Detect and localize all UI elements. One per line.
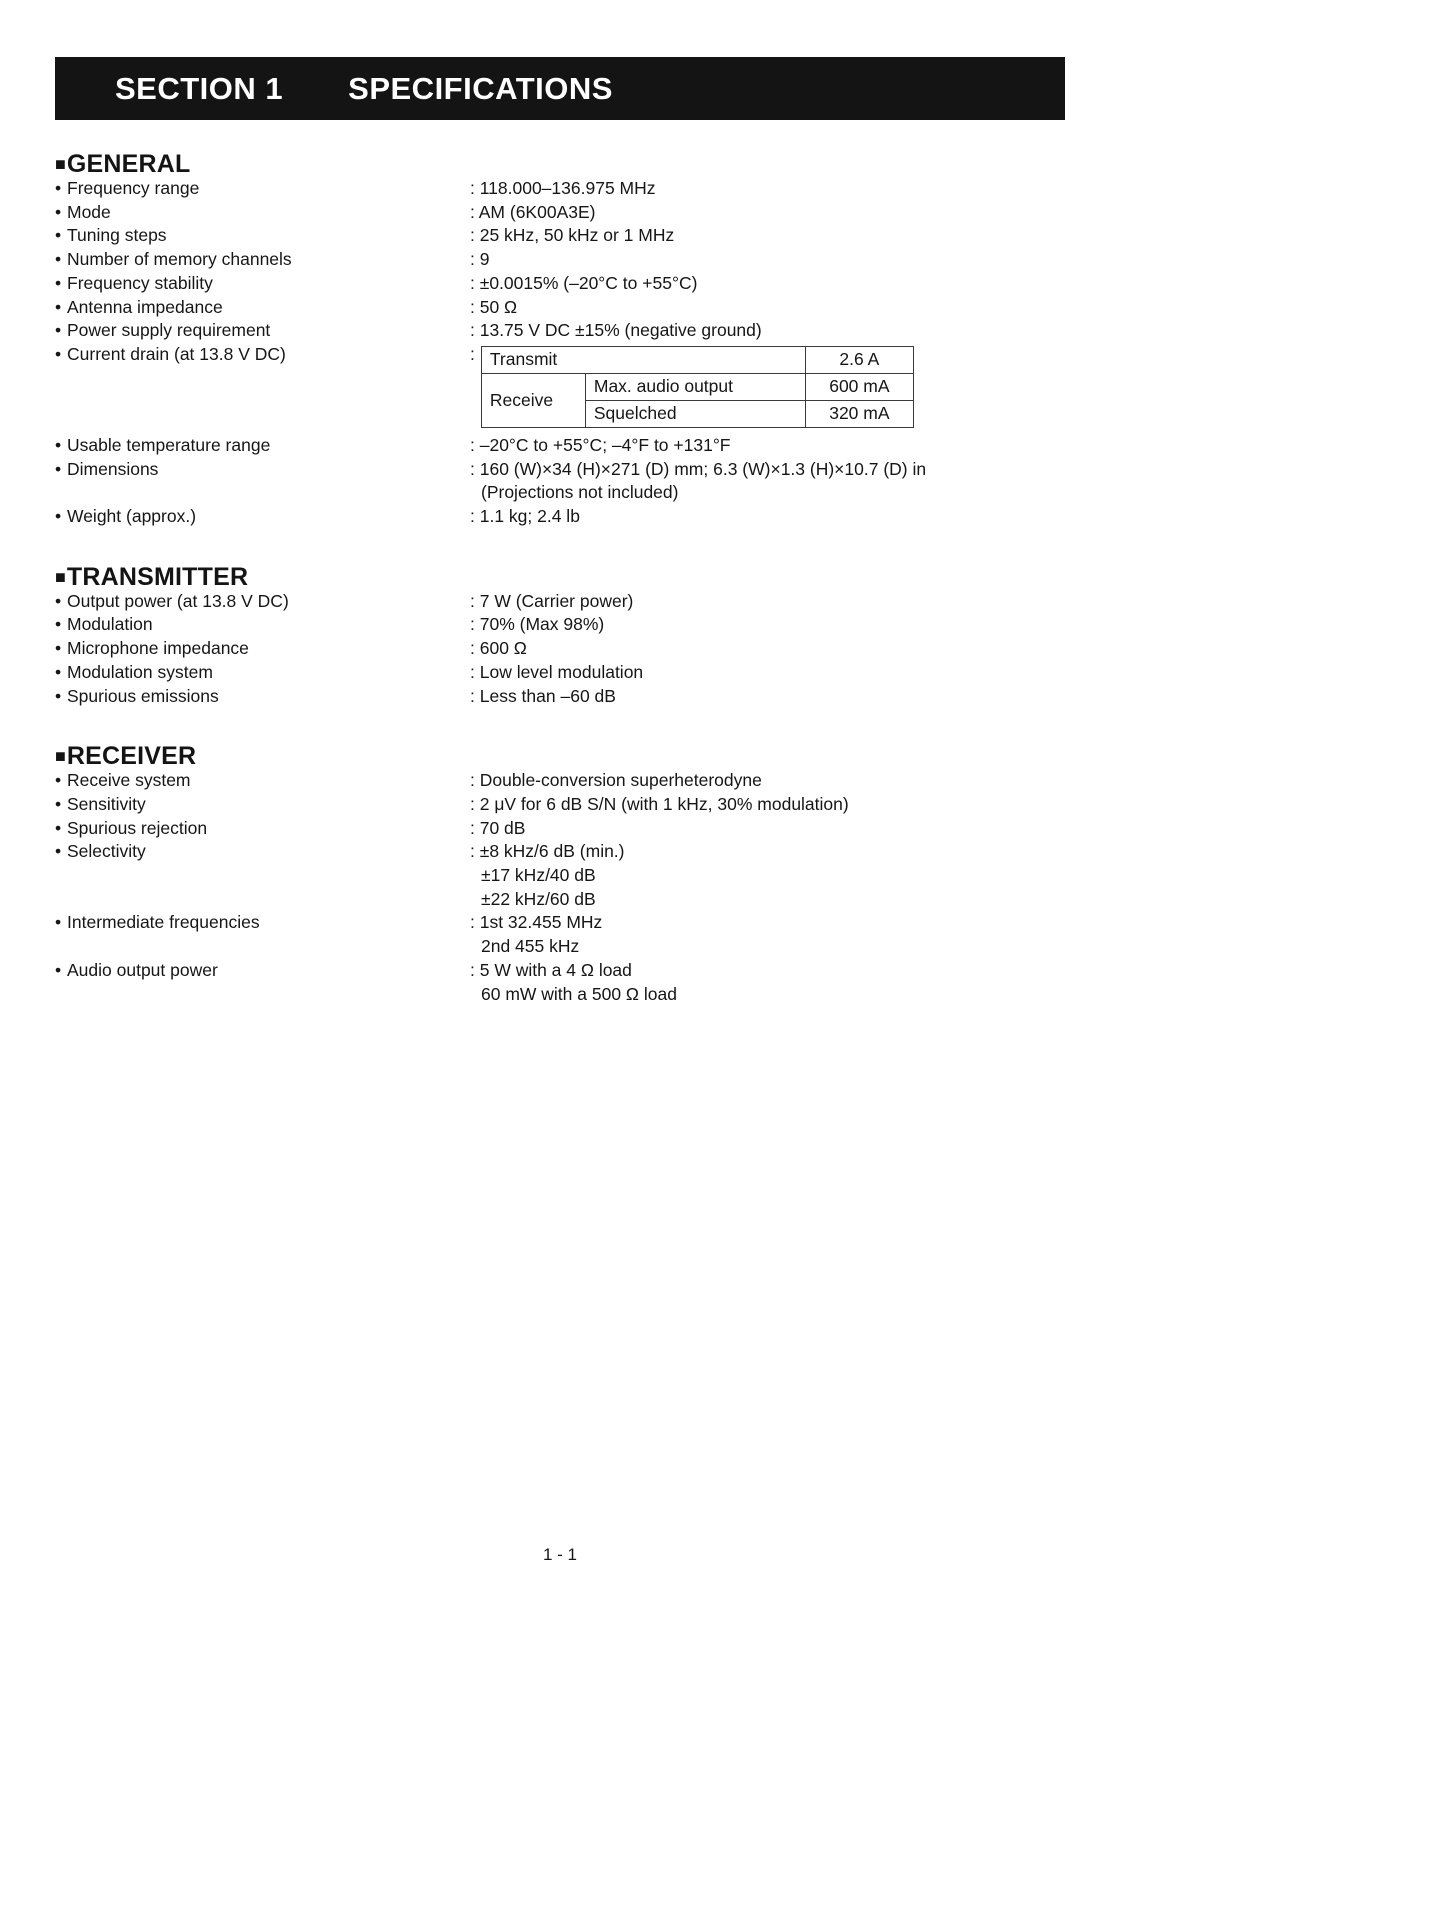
bullet-icon: • [55,793,62,814]
bullet-icon: • [55,249,62,270]
spec-value-line: : 1.1 kg; 2.4 lb [470,506,580,527]
spec-value [470,201,1065,225]
spec-value-line: : 25 kHz, 50 kHz or 1 MHz [470,225,675,246]
spec-value-line: (Projections not included) [481,482,679,503]
spec-value [470,296,1065,320]
spec-value-line: : 2 μV for 6 dB S/N (with 1 kHz, 30% modulation) [470,793,849,814]
bullet-icon: • [55,178,62,198]
spec-value-line: : 160 (W)×34 (H)×271 (D) mm; 6.3 (W)×1.3 (H)×10.7 (D) in [470,458,927,479]
square-bullet-icon: ■ [55,566,66,587]
spec-label [55,224,470,248]
spec-row [55,272,1065,296]
spec-label [55,272,470,296]
bullet-icon: • [55,817,62,838]
spec-label [55,959,470,983]
spec-label [55,590,470,614]
spec-row [55,296,1065,320]
spec-label [55,661,470,685]
spec-row [55,959,1065,1006]
bullet-icon: • [55,959,62,980]
spec-label-text: Intermediate frequencies [67,912,260,933]
spec-label-text: Microphone impedance [67,638,249,659]
spec-row [55,248,1065,272]
spec-label-text: Usable temperature range [67,434,271,455]
spec-label-text: Current drain (at 13.8 V DC) [67,343,286,364]
spec-section [55,564,1065,709]
spec-row [55,685,1065,709]
spec-value-line: : 13.75 V DC ±15% (negative ground) [470,320,762,341]
spec-value [470,177,1065,201]
spec-value-line: 60 mW with a 500 Ω load [481,983,677,1004]
spec-row [55,817,1065,841]
spec-value [470,911,1065,958]
spec-label-text: Power supply requirement [67,320,271,341]
section-header-bar [55,57,1065,120]
spec-value-line: : 118.000–136.975 MHz [470,178,656,198]
max-audio-output-cell: Max. audio output [585,373,805,400]
bullet-icon: • [55,912,62,933]
spec-label [55,637,470,661]
section-heading-text: TRANSMITTER [66,562,249,591]
spec-label-text: Frequency stability [67,272,213,293]
transmit-value-cell: 2.6 A [805,346,913,373]
spec-value [470,458,1065,505]
section-heading [55,151,1065,177]
spec-value [470,505,1065,529]
spec-label-text: Sensitivity [67,793,146,814]
bullet-icon: • [55,661,62,682]
spec-sections [55,151,1065,1006]
spec-value-line: : 70% (Max 98%) [470,614,605,635]
spec-label-text: Output power (at 13.8 V DC) [67,590,289,611]
spec-label [55,201,470,225]
spec-value [470,613,1065,637]
receive-label-cell: Receive [481,373,585,427]
spec-row [55,590,1065,614]
spec-value-line: : AM (6K00A3E) [470,201,596,222]
spec-label [55,177,470,201]
spec-row [55,458,1065,505]
spec-row [55,343,1065,434]
transmit-label-cell: Transmit [481,346,805,373]
section-heading-text: GENERAL [66,150,191,178]
spec-label [55,817,470,841]
bullet-icon: • [55,434,62,455]
spec-label-text: Weight (approx.) [67,506,197,527]
spec-row [55,769,1065,793]
bullet-icon: • [55,770,62,791]
square-bullet-icon: ■ [55,154,66,174]
spec-label [55,505,470,529]
page-title: SPECIFICATIONS [348,70,613,106]
spec-value-line: 2nd 455 kHz [481,936,580,957]
spec-row [55,661,1065,685]
spec-label-text: Receive system [67,770,191,791]
spec-value [470,319,1065,343]
spec-label [55,319,470,343]
bullet-icon: • [55,685,62,706]
spec-label [55,248,470,272]
spec-label-text: Mode [67,201,111,222]
spec-value-line: ±22 kHz/60 dB [481,888,596,909]
bullet-icon: • [55,590,62,611]
spec-value-line: : 50 Ω [470,296,518,317]
spec-row [55,613,1065,637]
spec-value-line: : 7 W (Carrier power) [470,590,634,611]
spec-row [55,793,1065,817]
spec-value [470,793,1065,817]
spec-label [55,840,470,864]
spec-value [470,769,1065,793]
table-row [481,373,913,400]
squelched-cell: Squelched [585,400,805,427]
spec-label-text: Selectivity [67,841,146,862]
spec-value [470,661,1065,685]
spec-label [55,911,470,935]
spec-value [470,272,1065,296]
spec-value-line: : Less than –60 dB [470,685,616,706]
spec-value [470,685,1065,709]
spec-row [55,637,1065,661]
spec-value-line: : –20°C to +55°C; –4°F to +131°F [470,434,731,455]
spec-label [55,685,470,709]
spec-label [55,458,470,482]
spec-value-line: : Low level modulation [470,661,644,682]
spec-label [55,343,470,367]
spec-value [470,817,1065,841]
spec-label-text: Dimensions [67,458,159,479]
spec-label [55,613,470,637]
spec-label-text: Modulation system [67,661,213,682]
spec-value-line: : 5 W with a 4 Ω load [470,959,632,980]
bullet-icon: • [55,272,62,293]
spec-value-line: : ±0.0015% (–20°C to +55°C) [470,272,698,293]
spec-value [470,343,1065,434]
bullet-icon: • [55,841,62,862]
spec-row [55,224,1065,248]
table-row [481,346,913,373]
spec-row [55,201,1065,225]
spec-label [55,434,470,458]
spec-value-line: ±17 kHz/40 dB [481,865,596,886]
spec-label [55,296,470,320]
spec-label-text: Spurious emissions [67,685,219,706]
spec-section [55,151,1065,529]
spec-row [55,840,1065,911]
spec-value [470,248,1065,272]
spec-value [470,840,1065,911]
bullet-icon: • [55,225,62,246]
square-bullet-icon: ■ [55,746,66,767]
spec-row [55,177,1065,201]
section-number: SECTION 1 [115,70,284,106]
bullet-icon: • [55,343,62,364]
bullet-icon: • [55,201,62,222]
spec-section [55,743,1065,1006]
spec-row [55,505,1065,529]
page-number: 1 - 1 [542,1545,578,1564]
spec-value-line: : ±8 kHz/6 dB (min.) [470,841,625,862]
spec-label [55,769,470,793]
bullet-icon: • [55,614,62,635]
page-content [55,57,1065,1006]
spec-label-text: Tuning steps [67,225,167,246]
spec-value-line: : [470,343,475,364]
bullet-icon: • [55,458,62,479]
spec-value [470,637,1065,661]
max-audio-output-value-cell: 600 mA [805,373,913,400]
spec-label-text: Modulation [67,614,153,635]
spec-row [55,434,1065,458]
spec-value-line: : 70 dB [470,817,526,838]
spec-label-text: Number of memory channels [67,249,292,270]
spec-value-line: : Double-conversion superheterodyne [470,770,762,791]
bullet-icon: • [55,506,62,527]
spec-value-line: : 600 Ω [470,638,527,659]
section-heading [55,743,1065,769]
spec-row [55,911,1065,958]
spec-label-text: Frequency range [67,178,200,198]
spec-value-line: : 1st 32.455 MHz [470,912,603,933]
spec-value [470,224,1065,248]
spec-label [55,793,470,817]
spec-value [470,959,1065,1006]
squelched-value-cell: 320 mA [805,400,913,427]
current-drain-table [481,346,914,428]
spec-label-text: Audio output power [67,959,218,980]
spec-label-text: Antenna impedance [67,296,223,317]
bullet-icon: • [55,638,62,659]
spec-value-line: : 9 [470,249,490,270]
spec-row [55,319,1065,343]
section-heading-text: RECEIVER [66,742,197,771]
section-heading [55,564,1065,590]
spec-label-text: Spurious rejection [67,817,208,838]
bullet-icon: • [55,296,62,317]
spec-value [470,590,1065,614]
spec-value [470,434,1065,458]
bullet-icon: • [55,320,62,341]
